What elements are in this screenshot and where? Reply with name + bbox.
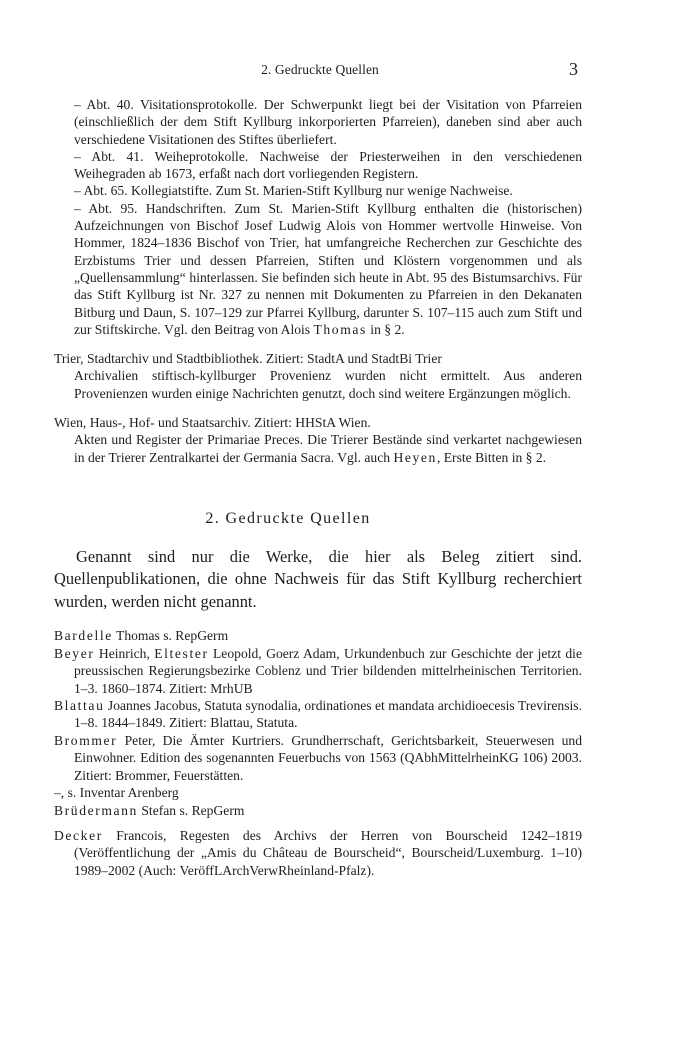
page-content bbox=[54, 96, 582, 879]
section-intro: Genannt sind nur die Werke, die hier als Beleg zitiert sind. Quellenpublikationen, die ohne Nachweis für das Stift Kyllburg recherchiert wurden, werden nicht genannt. bbox=[54, 546, 582, 611]
reference-text: Peter, Die Ämter Kurtriers. Grundherrschaft, Gerichtsbarkeit, Steuerwesen und Einwohner. Edition des sogenannten Feuerbuchs von 1563 (QAbhMittelrheinKG 106) 2003. Zitiert: Brommer, Feuerstätten. bbox=[74, 732, 582, 783]
abt-41-entry: – Abt. 41. Weiheprotokolle. Nachweise der Priesterweihen in den verschiedenen Weihegraden ab 1673, erfaßt nach dort vorliegenden Registern. bbox=[74, 148, 582, 182]
archive-heading-trier: Trier, Stadtarchiv und Stadtbibliothek. Zitiert: StadtA und StadtBi Trier bbox=[54, 351, 442, 367]
reference-entry bbox=[54, 827, 582, 879]
archive-entry-wien bbox=[54, 414, 582, 466]
page-header bbox=[0, 59, 700, 82]
archive-heading-wien: Wien, Haus-, Hof- und Staatsarchiv. Zitiert: HHStA Wien. bbox=[54, 415, 371, 431]
reference-text: Joannes Jacobus, Statuta synodalia, ordinationes et mandata archidioecesis Trevirensis. 1–8. 1844–1849. Zitiert: Blattau, Statuta. bbox=[74, 698, 582, 731]
reference-entry bbox=[54, 697, 582, 732]
reference-entry bbox=[54, 627, 582, 644]
reference-text: Heinrich, bbox=[94, 645, 155, 661]
abt-65-entry: – Abt. 65. Kollegiatstifte. Zum St. Marien-Stift Kyllburg nur wenige Nachweise. bbox=[74, 183, 513, 199]
reference-entry bbox=[54, 784, 582, 801]
archive-body-wien-tail: , Erste Bitten in § 2. bbox=[436, 449, 547, 465]
reference-author: Brommer bbox=[54, 732, 118, 748]
reference-author: Bardelle bbox=[54, 628, 113, 644]
reference-author: Decker bbox=[54, 827, 103, 843]
reference-entry bbox=[54, 732, 582, 784]
running-title: 2. Gedruckte Quellen bbox=[261, 62, 379, 77]
reference-list bbox=[54, 627, 582, 879]
reference-entry bbox=[54, 802, 582, 819]
reference-coauthor: Eltester bbox=[154, 645, 209, 661]
section-heading: 2. Gedruckte Quellen bbox=[205, 509, 371, 527]
abt-40-entry: – Abt. 40. Visitationsprotokolle. Der Schwerpunkt liegt bei der Visitation von Pfarreien (einschließlich der dem Stift Kyllburg inkorporierten Pfarreien), daneben sind aber auch verschiedene Visitationen des Stiftes überliefert. bbox=[74, 97, 582, 147]
archive-body-trier: Archivalien stiftisch-kyllburger Provenienz wurden nicht ermittelt. Aus anderen Provenienzen wurden einige Nachrichten genutzt, doch sind weitere Ergänzungen möglich. bbox=[74, 368, 582, 401]
reference-text: –, s. Inventar Arenberg bbox=[54, 785, 179, 801]
bistumsarchiv-list bbox=[54, 96, 582, 338]
reference-author: Beyer bbox=[54, 645, 95, 661]
abt-95-author: Thomas bbox=[313, 321, 367, 337]
reference-text: Francois, Regesten des Archivs der Herren von Bourscheid 1242–1819 (Veröffentlichung der „Amis du Château de Bourscheid“, Bourscheid/Luxemburg. 1–10) 1989–2002 (Auch: VeröffLArchVerwRheinland-Pfalz). bbox=[74, 827, 582, 878]
abt-95-tail: in § 2. bbox=[366, 321, 405, 337]
reference-entry bbox=[54, 645, 582, 697]
archive-entry-trier bbox=[54, 350, 582, 402]
reference-author: Brüdermann bbox=[54, 802, 138, 818]
archive-body-wien-author: Heyen bbox=[393, 449, 437, 465]
reference-text: Stefan s. RepGerm bbox=[137, 802, 245, 818]
archive-body-wien-text: Akten und Register der Primariae Preces. Die Trierer Bestände sind verkartet nachgewiesen in der Trierer Zentralkartei der Germania Sacra. Vgl. auch bbox=[74, 432, 582, 465]
reference-text: Thomas s. RepGerm bbox=[112, 628, 229, 644]
abt-95-text: – Abt. 95. Handschriften. Zum St. Marien-Stift Kyllburg enthalten die (historischen) Aufzeichnungen von Bischof Josef Ludwig Alois von Hommer wertvolle Hinweise. Von Hommer, 1824–1836 Bischof von Trier, hat umfangreiche Recherchen zur Geschichte des Erzbistums Trier und dessen Pfarreien, Stiften und Klöstern vorgenommen und als „Quellensammlung“ hinterlassen. Sie befinden sich heute in Abt. 95 des Bistumsarchivs. Für das Stift Kyllburg ist Nr. 327 zu nennen mit Dokumenten zu Pfarreien in den Dekanaten Bitburg und Daun, S. 107–129 zur Pfarrei Kyllburg, darunter S. 107–115 auch zum Stift und zur Stiftskirche. Vgl. den Beitrag von Alois bbox=[74, 200, 582, 337]
reference-author: Blattau bbox=[54, 698, 105, 714]
archive-body-wien bbox=[74, 431, 582, 466]
page-number: 3 bbox=[569, 59, 578, 79]
reference-text-2: Leopold, Goerz Adam, Urkundenbuch zur Geschichte der jetzt die preussischen Regierungsbezirke Coblenz und Trier bildenden mittelrheinischen Territorien. 1–3. 1860–1874. Zitiert: MrhUB bbox=[74, 645, 582, 696]
abt-95-entry bbox=[74, 200, 582, 338]
